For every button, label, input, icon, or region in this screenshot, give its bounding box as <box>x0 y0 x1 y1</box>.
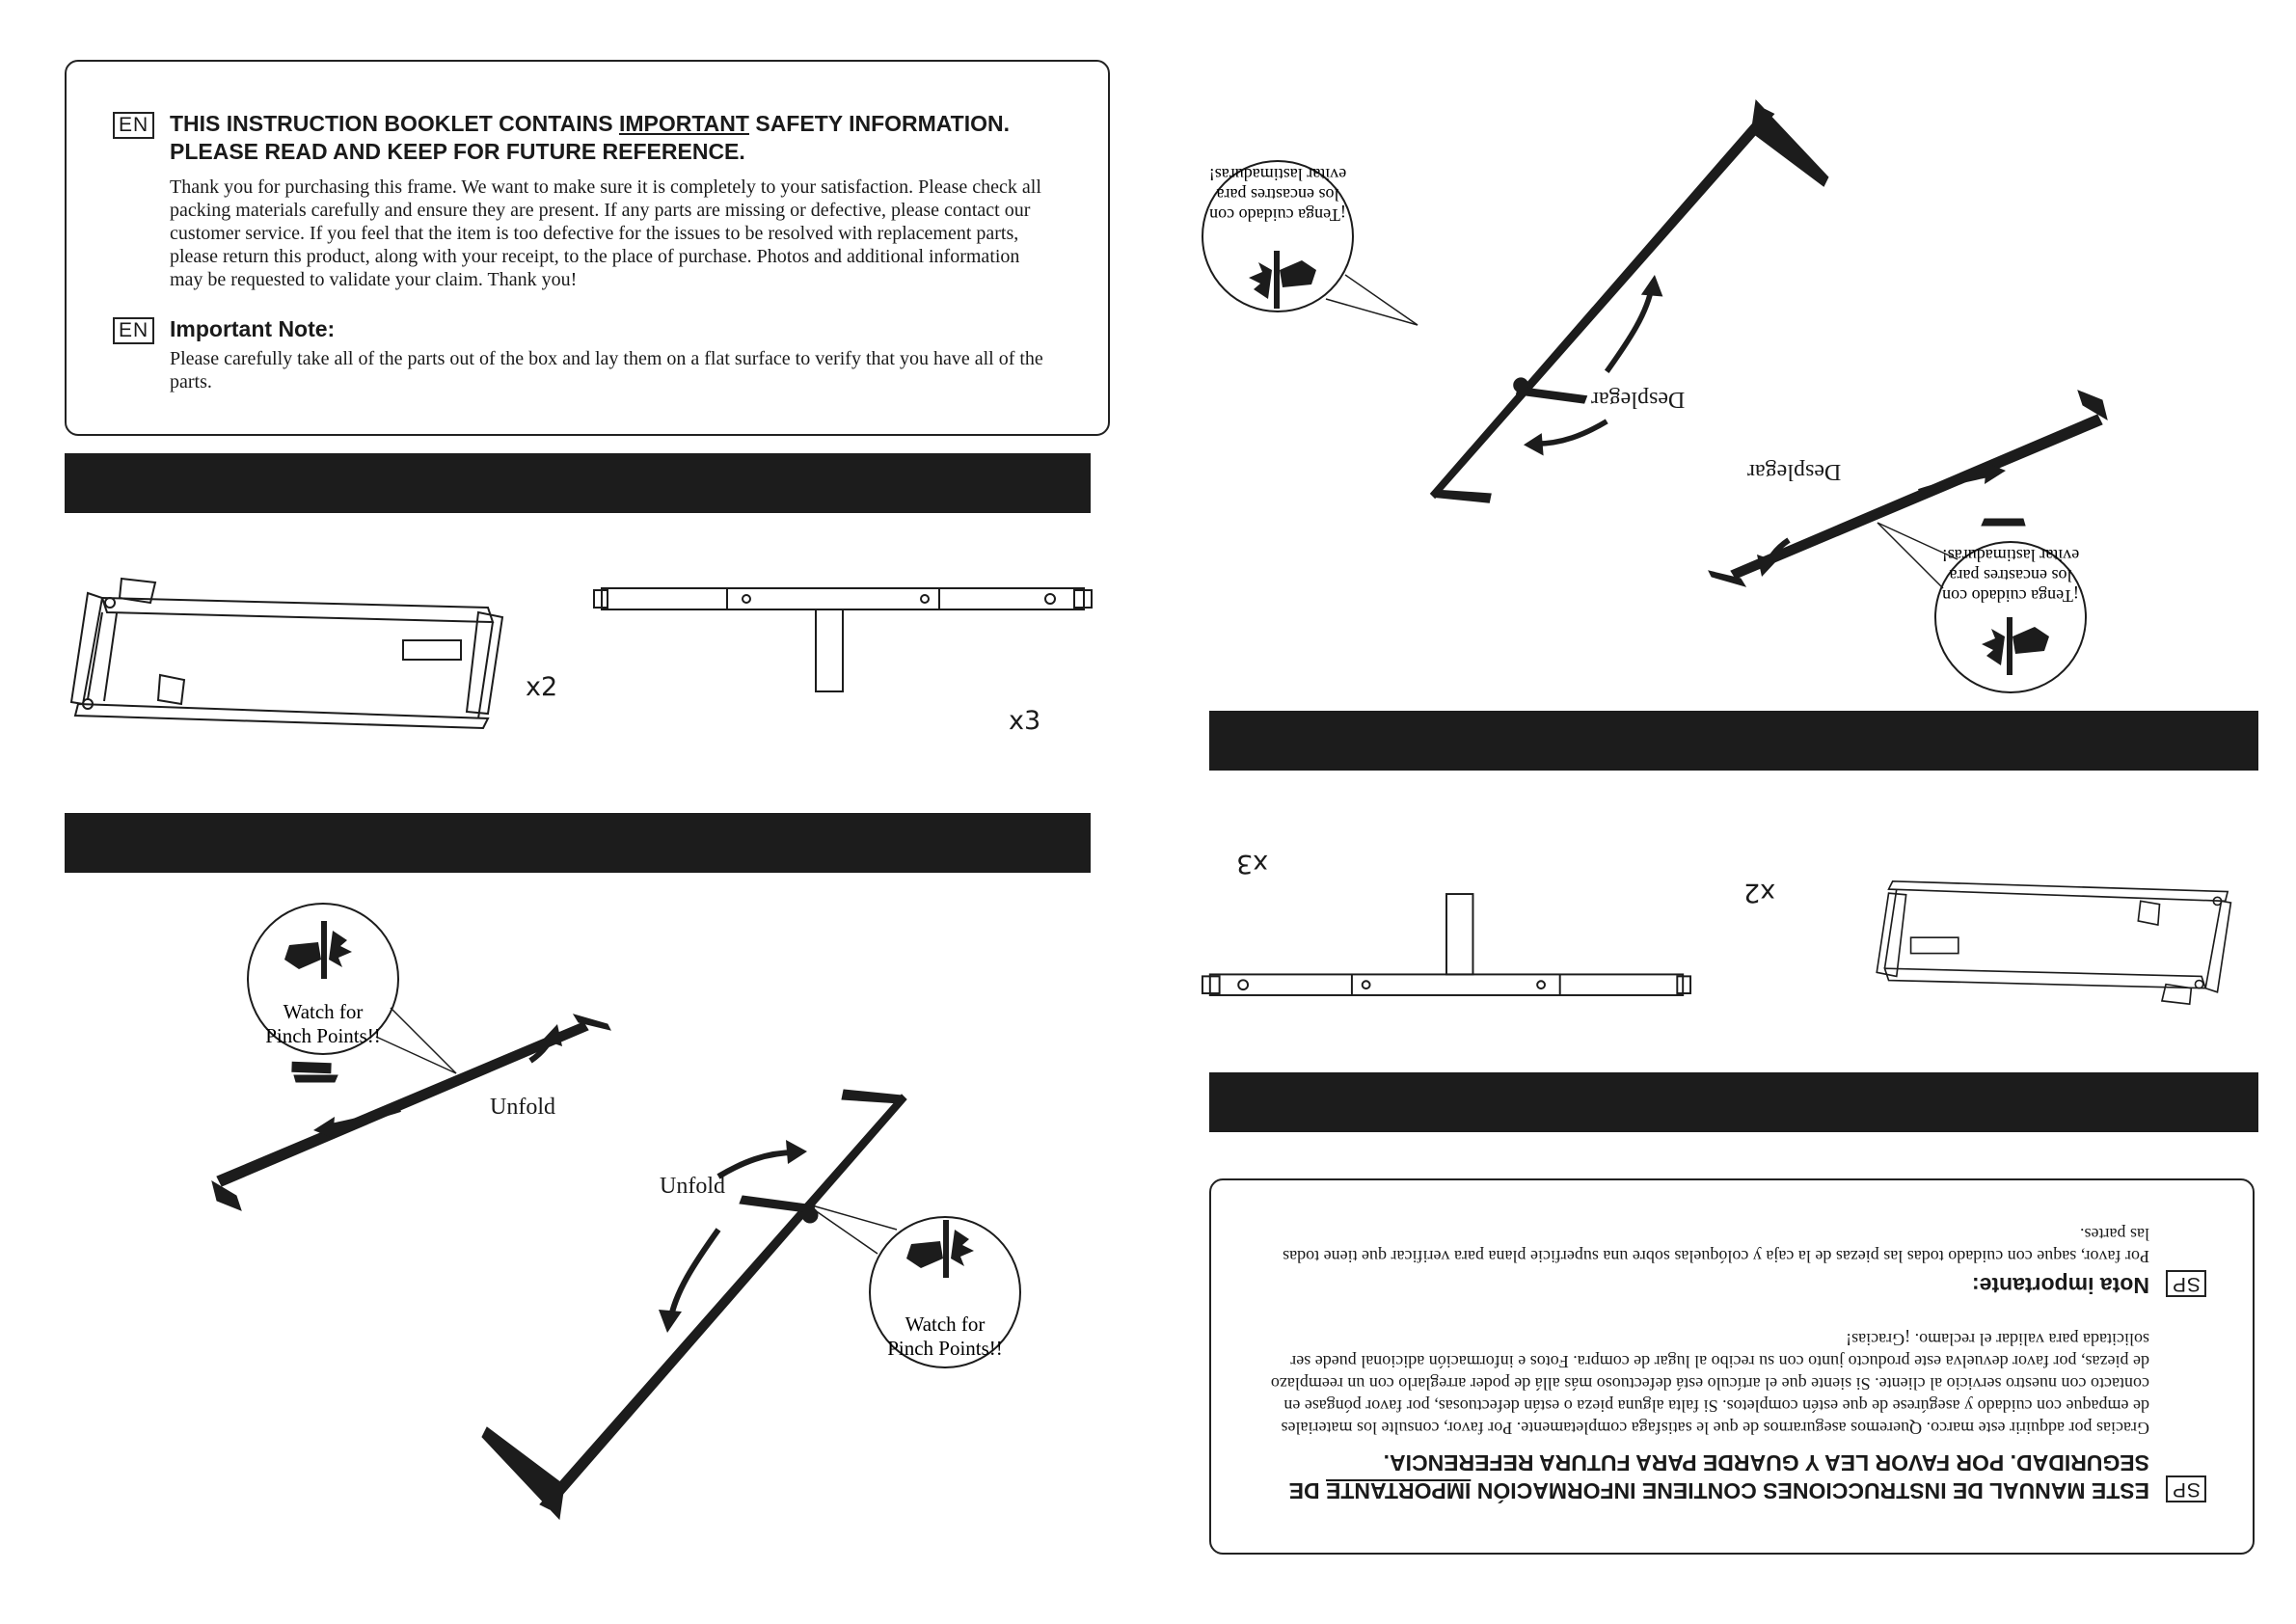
en-intro-paragraph: Thank you for purchasing this frame. We want to make sure it is completely to your satisfaction. Please check all packing materials carefully and ensure they are present. If any parts are missing or defective, please contact our customer service. If you feel that the item is too defective for the issues to be resolved with replacement parts, please return this product, along with your receipt, to the place of purchase. Photos and additional information may be requested to validate your claim. Thank you! <box>170 176 1041 290</box>
pinch-warning-line2: Pinch Points!! <box>265 1024 381 1047</box>
pinch-warning-callout-b <box>791 1196 1022 1389</box>
sp-pinch-warning-callout-a <box>1866 511 2088 694</box>
sp-safety-heading: ESTE MANUAL DE INSTRUCCIONES CONTIENE INFORMACIÓN IMPORTANTE DE SEGURIDAD. POR FAVOR LEA Y GUARDE PARA FUTURA REFERENCIA. <box>1288 1450 2149 1503</box>
pinch-warning-line1: Watch for <box>283 1000 364 1023</box>
sp-warning-b-line3: evitar lastimaduras! <box>1208 165 1347 184</box>
folding-frame-illustration <box>64 569 604 738</box>
en-note-lang-badge: EN <box>113 317 154 344</box>
sp-center-support-illustration <box>1201 885 1692 1006</box>
sp-warning-a-line2: los encastres para <box>1949 566 2072 585</box>
center-support-illustration <box>592 579 1094 699</box>
sp-lang-badge: SP <box>2166 1475 2206 1502</box>
sp-unfold-label-a: Desplegar <box>1747 459 1842 484</box>
sp-support-count-label: x3 <box>1236 849 1269 879</box>
sp-safety-info-box <box>1209 1178 2255 1555</box>
sp-frame-count-label: x2 <box>1743 878 1776 907</box>
sp-unfold-label-b: Desplegar <box>1591 387 1686 412</box>
sp-section-bar-parts <box>1209 1072 2258 1132</box>
en-section-bar-unfold <box>65 813 1091 873</box>
sp-folding-frame-illustration <box>1794 858 2237 1027</box>
sp-warning-b-line2: los encastres para <box>1216 185 1339 204</box>
sp-note-text: Por favor, saque con cuidado todas las piezas de la caja y colóquelas sobre una superficie plana para verificar que tiene todas las partes. <box>1283 1225 2149 1266</box>
frame-count-label: x2 <box>526 672 558 702</box>
pinch-warning-callout-a <box>246 902 468 1085</box>
en-safety-heading: THIS INSTRUCTION BOOKLET CONTAINS IMPORTANT SAFETY INFORMATION. PLEASE READ AND KEEP FOR FUTURE REFERENCE. <box>170 111 1011 164</box>
sp-unfold-frame-illustration-b <box>1403 87 1847 521</box>
sp-warning-a-line3: evitar lastimaduras! <box>1941 546 2080 565</box>
unfold-label-a: Unfold <box>490 1095 555 1120</box>
en-lang-badge: EN <box>113 112 154 139</box>
sp-pinch-warning-callout-b <box>1201 140 1432 333</box>
sp-note-lang-badge: SP <box>2166 1270 2206 1297</box>
en-section-bar-parts <box>65 453 1091 513</box>
sp-warning-a-line1: ¡Tenga cuidado con <box>1942 586 2079 606</box>
en-safety-info-box <box>65 60 1110 436</box>
unfold-label-b: Unfold <box>660 1174 725 1199</box>
sp-section-bar-unfold <box>1209 711 2258 771</box>
pinch-warning-b-line2: Pinch Points!! <box>887 1337 1003 1360</box>
sp-warning-b-line1: ¡Tenga cuidado con <box>1209 205 1346 225</box>
en-note-text: Please carefully take all of the parts out of the box and lay them on a flat surface to verify that you have all of the parts. <box>170 348 1043 392</box>
sp-note-title: Nota importante: <box>1972 1273 2149 1298</box>
en-note-title: Important Note: <box>170 316 336 341</box>
sp-intro-paragraph: Gracias por adquirir este marco. Queremos asegurarnos de que le satisfaga completamente. Por favor, consulte los materiales de empaque con cuidado y asegúrese de que estén completos. Si falta alguna pieza o están defectuosas, por favor póngase en contacto con nuestro servicio al cliente. Si siente que el artículo está defectuoso más allá de poder arreglarlo con un reemplazo de piezas, por favor devuelva este producto junto con su recibo al lugar de compra. Fotos e información adicional puede ser solicitada para validar el reclamo. ¡Gracias! <box>1270 1330 2149 1438</box>
pinch-warning-b-line1: Watch for <box>905 1313 986 1336</box>
support-count-label: x3 <box>1009 706 1041 736</box>
